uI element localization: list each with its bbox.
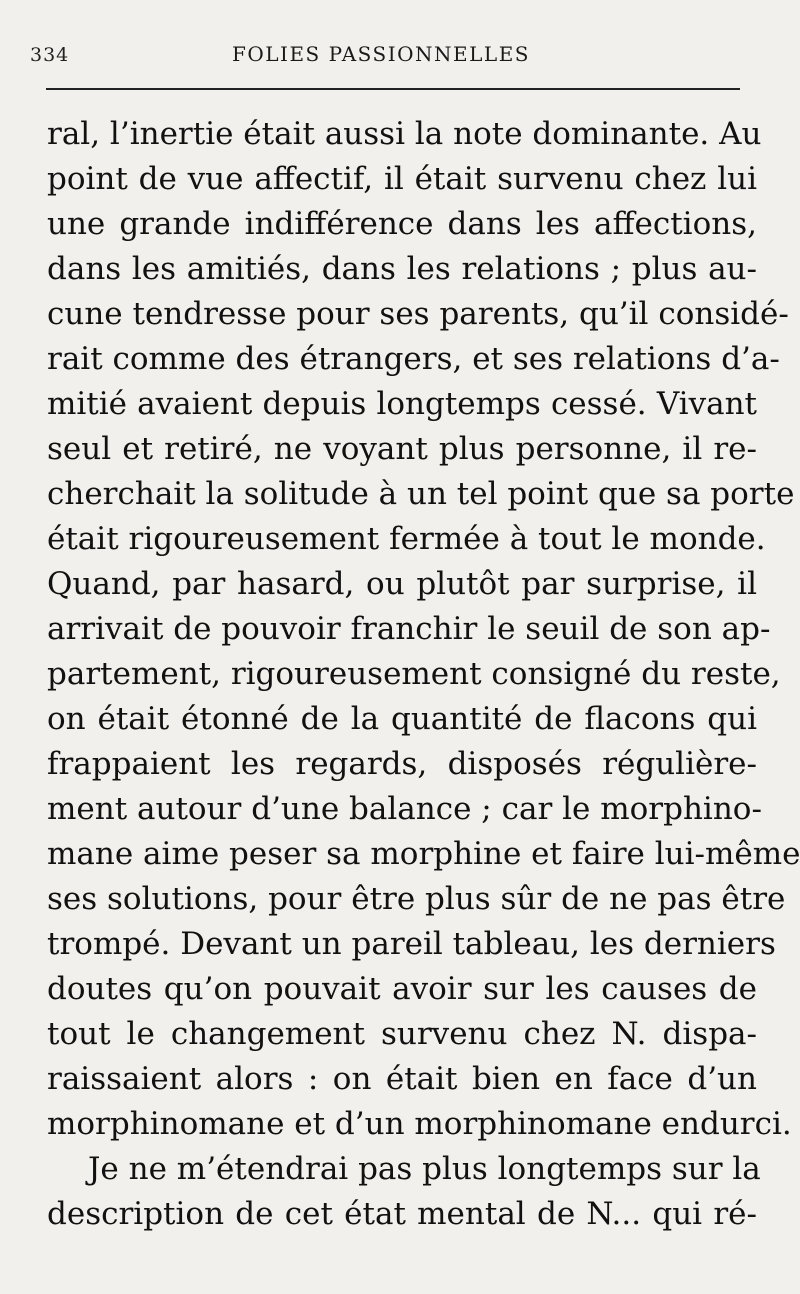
paragraph-first-line: Je ne m’étendrai pas plus longtemps sur la <box>88 1151 761 1187</box>
text-line: raissaient alors : on était bien en face d’un <box>47 1061 757 1097</box>
text-line: mitié avaient depuis longtemps cessé. Vivant <box>47 386 757 422</box>
text-line: une grande indifférence dans les affections, <box>47 206 757 242</box>
text-line: arrivait de pouvoir franchir le seuil de son ap- <box>47 611 771 647</box>
text-line: ment autour d’une balance ; car le morphino- <box>47 791 762 827</box>
text-line: doutes qu’on pouvait avoir sur les causes de <box>47 971 757 1007</box>
header-rule <box>46 88 740 90</box>
running-title: FOLIES PASSIONNELLES <box>232 42 530 66</box>
text-line: point de vue affectif, il était survenu chez lui <box>47 161 757 197</box>
text-line: cune tendresse pour ses parents, qu’il considé- <box>47 296 789 332</box>
text-line: frappaient les regards, disposés régulière- <box>47 746 757 782</box>
text-line: mane aime peser sa morphine et faire lui-même <box>47 836 800 872</box>
text-line: morphinomane et d’un morphinomane endurci. <box>47 1106 792 1142</box>
text-line: ses solutions, pour être plus sûr de ne pas être <box>47 881 786 917</box>
text-line: ral, l’inertie était aussi la note dominante. Au <box>47 116 762 152</box>
text-line: cherchait la solitude à un tel point que sa porte <box>47 476 795 512</box>
text-line: partement, rigoureusement consigné du reste, <box>47 656 781 692</box>
text-line: seul et retiré, ne voyant plus personne, il re- <box>47 431 757 467</box>
text-line: dans les amitiés, dans les relations ; plus au- <box>47 251 757 287</box>
text-line: tout le changement survenu chez N. dispa- <box>47 1016 757 1052</box>
text-line: trompé. Devant un pareil tableau, les derniers <box>47 926 776 962</box>
text-line: description de cet état mental de N... qui ré- <box>47 1196 757 1232</box>
text-line: était rigoureusement fermée à tout le monde. <box>47 521 766 557</box>
page-number: 334 <box>30 44 70 66</box>
text-line: on était étonné de la quantité de flacons qui <box>47 701 757 737</box>
text-line: Quand, par hasard, ou plutôt par surprise, il <box>47 566 757 602</box>
text-line: rait comme des étrangers, et ses relations d’a- <box>47 341 780 377</box>
